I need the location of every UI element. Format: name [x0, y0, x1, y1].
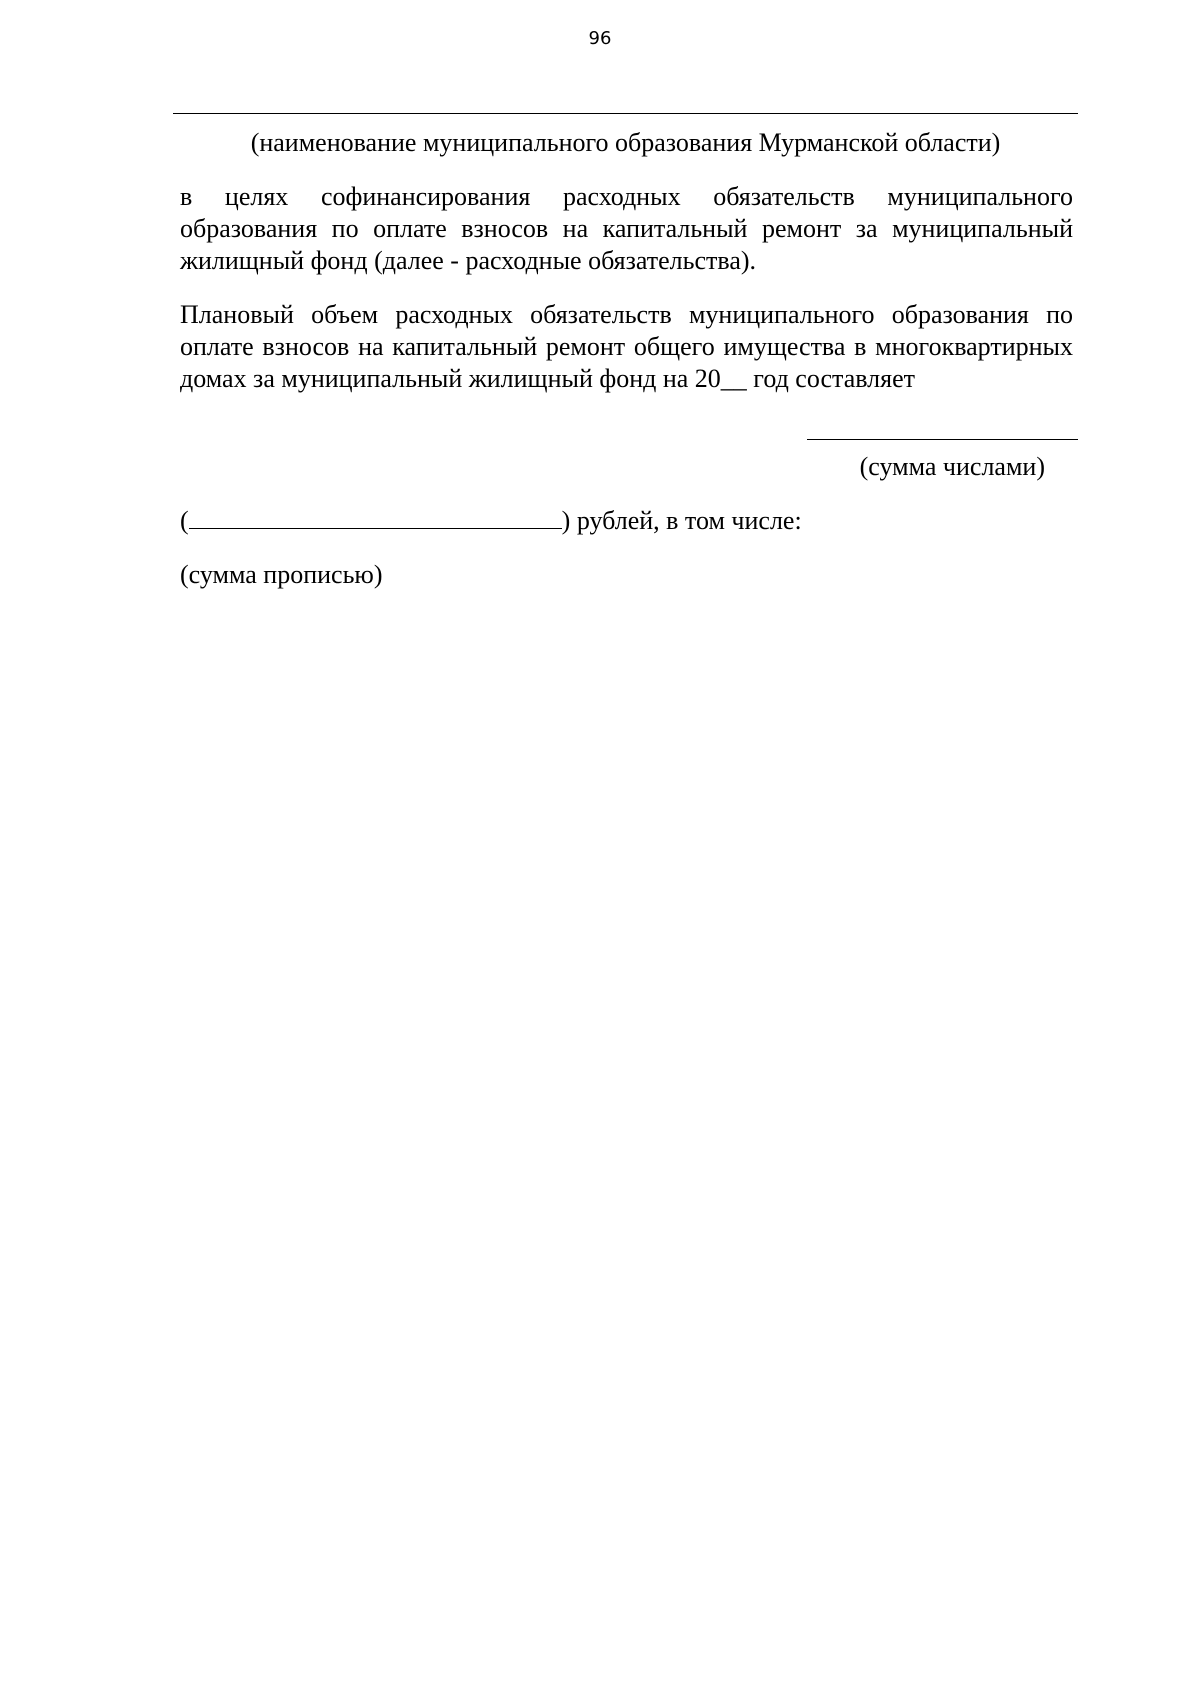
sum-words-line: [180, 505, 802, 537]
municipality-name-line: [173, 113, 1078, 114]
sum-numbers-caption: (сумма числами): [859, 452, 1045, 481]
sum-words-blank: [189, 506, 562, 529]
rubles-suffix: ) рублей, в том числе:: [561, 506, 802, 535]
page-number: 96: [588, 28, 612, 49]
planned-volume-paragraph: Плановый объем расходных обязательств муниципального образования по оплате взносов на капитальный ремонт общего имущества в многоквартирных домах за муниципальный жилищный фонд на 20__ год составляет: [180, 300, 1073, 393]
open-paren: (: [180, 506, 189, 535]
purpose-paragraph: в целях софинансирования расходных обязательств муниципального образования по оплате взносов на капитальный ремонт за муниципальный жилищный фонд (далее - расходные обязательства).: [180, 182, 1073, 275]
sum-numbers-line: [807, 439, 1078, 440]
municipality-name-caption: (наименование муниципального образования Мурманской области): [250, 128, 1001, 157]
sum-words-caption: (сумма прописью): [180, 560, 383, 589]
